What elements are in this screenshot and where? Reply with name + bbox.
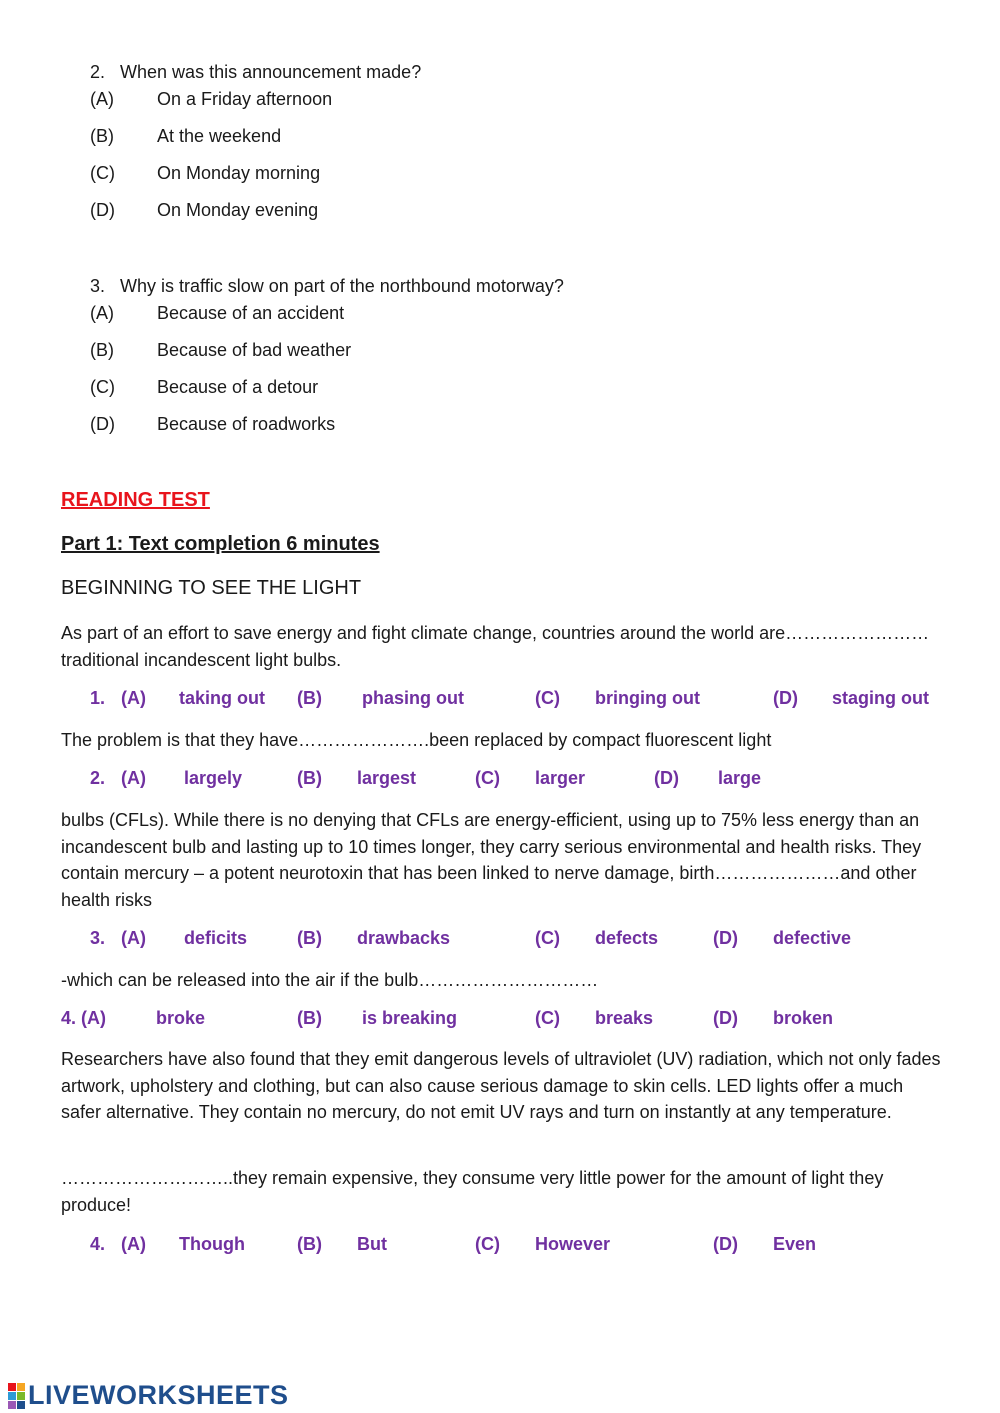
choice-option[interactable]: phasing out: [362, 688, 464, 708]
choice-letter: (A): [121, 1234, 146, 1254]
choice-letter: (D): [654, 768, 679, 788]
choice-option[interactable]: However: [535, 1234, 611, 1254]
choice-option[interactable]: breaks: [595, 1008, 654, 1028]
part-heading: Part 1: Text completion 6 minutes: [61, 533, 380, 555]
choice-letter: (B): [297, 1008, 322, 1028]
passage-paragraph: Researchers have also found that they emit dangerous levels of ultraviolet (UV) radiation, which not only fades artwork, upholstery and clothing, but can also cause serious damage to skin cells. LED lights offer a much safer alternative. They contain no mercury, do not emit UV rays and turn on instantly at any temperature.: [61, 1049, 941, 1122]
choice-number: 2.: [90, 768, 106, 788]
option-letter: (A): [90, 303, 114, 323]
choice-letter: (D): [713, 928, 738, 948]
option-letter: (C): [90, 377, 115, 397]
choice-option[interactable]: is breaking: [362, 1008, 458, 1028]
option-text: Because of roadworks: [157, 414, 336, 434]
choice-option[interactable]: largely: [184, 768, 243, 788]
choice-number: 3.: [90, 928, 106, 948]
choice-option[interactable]: drawbacks: [357, 928, 451, 948]
passage-paragraph: As part of an effort to save energy and fight climate change, countries around the world are…………………… traditional incandescent light bulbs.: [61, 623, 930, 670]
choice-option[interactable]: deficits: [184, 928, 248, 948]
choice-letter: (D): [713, 1234, 738, 1254]
choice-option[interactable]: Even: [773, 1234, 817, 1254]
choice-option[interactable]: largest: [357, 768, 417, 788]
passage-paragraph: bulbs (CFLs). While there is no denying that CFLs are energy-efficient, using up to 75% less energy than an incandescent bulb and lasting up to 10 times longer, they carry serious environmental and health risks. They contain mercury – a potent neurotoxin that has been linked to nerve damage, birth…………………and other health risks: [61, 810, 922, 910]
option-letter: (C): [90, 163, 115, 183]
choice-letter: (C): [535, 928, 560, 948]
choice-letter: (C): [475, 1234, 500, 1254]
choice-letter: (D): [713, 1008, 738, 1028]
passage-title: BEGINNING TO SEE THE LIGHT: [61, 577, 362, 599]
choice-letter: (A): [121, 928, 146, 948]
option-text: On a Friday afternoon: [157, 89, 333, 109]
option-text: Because of a detour: [157, 377, 319, 397]
option-text: At the weekend: [157, 126, 282, 146]
choice-option[interactable]: staging out: [832, 688, 929, 708]
option-letter: (D): [90, 414, 115, 434]
logo-text: LIVEWORKSHEETS: [28, 1380, 289, 1410]
choice-letter: (B): [297, 928, 322, 948]
option-text: On Monday evening: [157, 200, 319, 220]
option-letter: (A): [90, 89, 114, 109]
choice-number: 4. (A): [61, 1008, 106, 1028]
choice-letter: (A): [121, 768, 146, 788]
choice-option[interactable]: defective: [773, 928, 852, 948]
choice-option[interactable]: broken: [773, 1008, 834, 1028]
choice-letter: (D): [773, 688, 798, 708]
option-text: Because of bad weather: [157, 340, 352, 360]
choice-letter: (A): [121, 688, 146, 708]
choice-option[interactable]: bringing out: [595, 688, 700, 708]
choice-letter: (B): [297, 1234, 322, 1254]
choice-number: 4.: [90, 1234, 106, 1254]
liveworksheets-logo[interactable]: [8, 1380, 289, 1411]
passage-paragraph: ………………………..they remain expensive, they consume very little power for the amount of light they produce!: [61, 1168, 884, 1215]
passage-paragraph: -which can be released into the air if the bulb…………………………: [61, 970, 599, 990]
logo-blocks-icon: [8, 1383, 25, 1409]
choice-option[interactable]: larger: [535, 768, 586, 788]
choice-option[interactable]: Though: [179, 1234, 245, 1254]
choice-letter: (C): [535, 1008, 560, 1028]
question-2: 2. When was this announcement made?: [90, 62, 422, 82]
choice-letter: (B): [297, 688, 322, 708]
option-letter: (B): [90, 126, 114, 146]
choice-option[interactable]: defects: [595, 928, 659, 948]
choice-letter: (B): [297, 768, 322, 788]
choice-option[interactable]: But: [357, 1234, 387, 1254]
choice-option[interactable]: taking out: [179, 688, 265, 708]
option-letter: (D): [90, 200, 115, 220]
reading-test-heading: READING TEST: [61, 489, 210, 511]
choice-option[interactable]: large: [718, 768, 762, 788]
option-text: On Monday morning: [157, 163, 321, 183]
choice-number: 1.: [90, 688, 106, 708]
choice-option[interactable]: broke: [156, 1008, 206, 1028]
choice-letter: (C): [535, 688, 560, 708]
question-3: 3. Why is traffic slow on part of the northbound motorway?: [90, 276, 564, 296]
choice-letter: (C): [475, 768, 500, 788]
option-text: Because of an accident: [157, 303, 345, 323]
option-letter: (B): [90, 340, 114, 360]
passage-paragraph: The problem is that they have………………….been replaced by compact fluorescent light: [61, 730, 772, 750]
